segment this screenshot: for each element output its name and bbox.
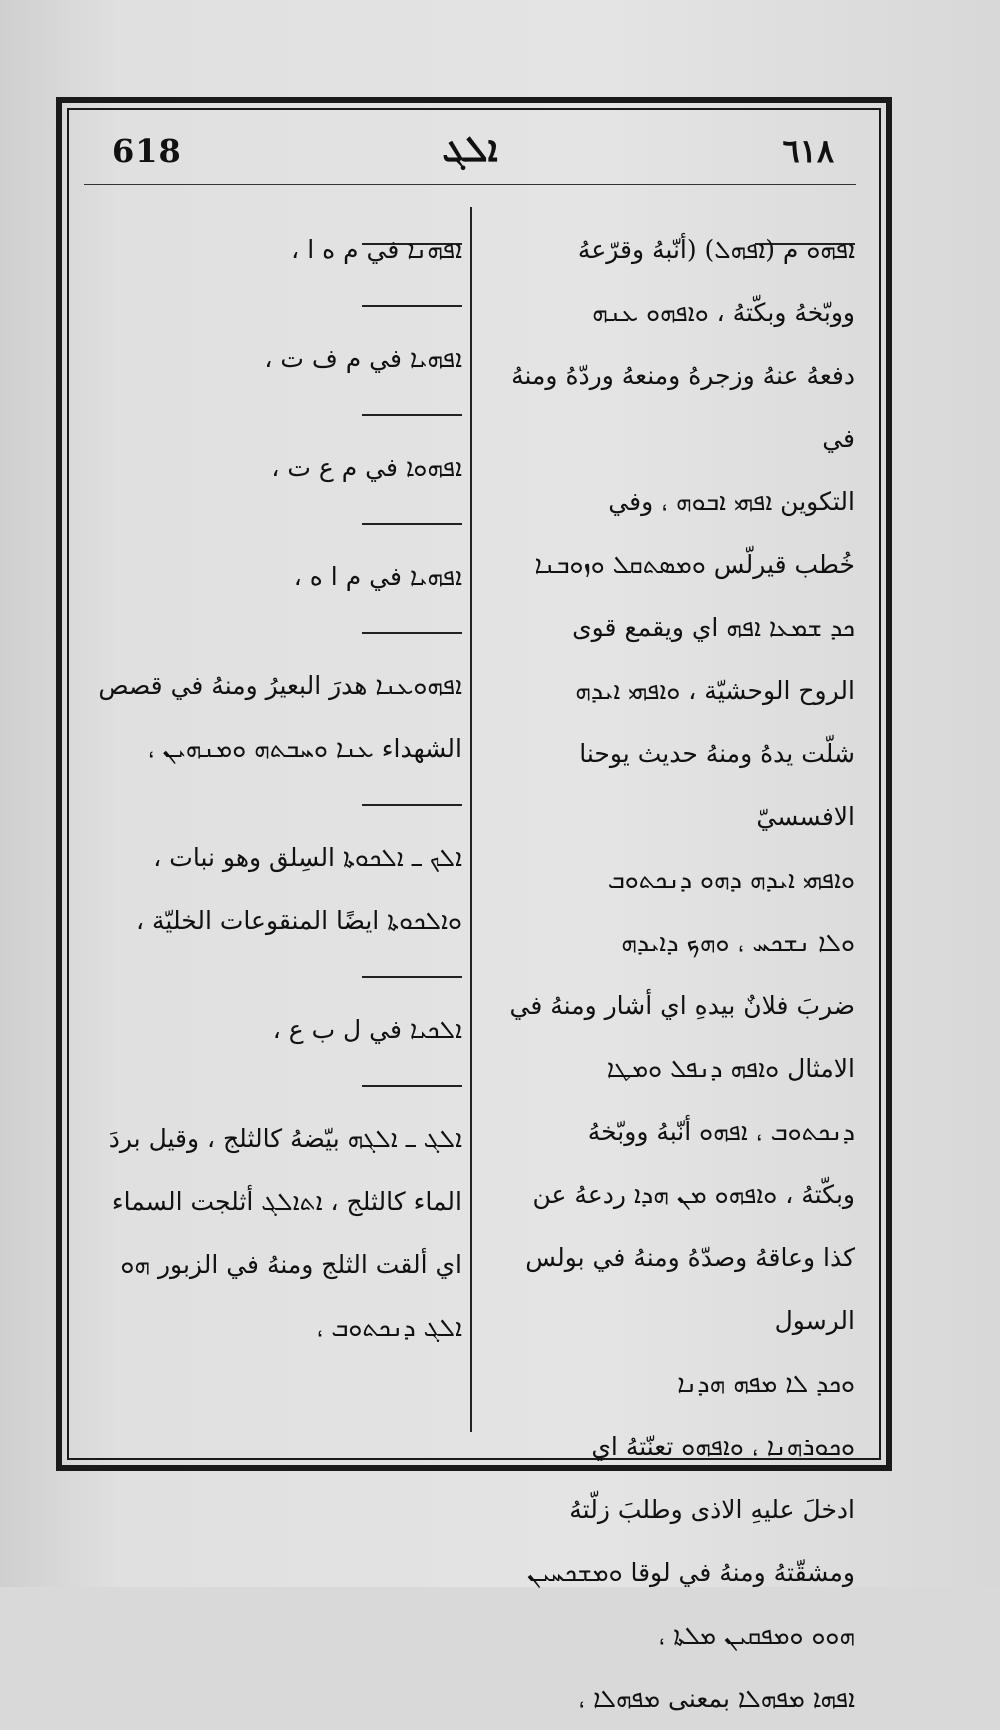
entry-separator	[80, 499, 462, 545]
entry-separator	[80, 1061, 462, 1107]
dictionary-entry: ܐܦܗܘܥܢܐ هدرَ البعيرُ ومنهُ في قصص الشهداء ܥܢܐ ܘܚܒܬܗ ܘܡܢܗܝܢ ،	[98, 671, 462, 763]
entry-separator	[80, 390, 462, 436]
text-line: ܘܟܕ ܠܐ ܡܦܗ ܗܕܢܐ	[677, 1369, 855, 1398]
text-line: خُطب قيرلّس ܘܡܣܬܩܠ ܘܙܘܒܢܐ	[534, 550, 855, 579]
text-line: الروح الوحشيّة ، ܘܐܦܗܝ ܐܝܕܗ	[575, 676, 855, 705]
dictionary-entry: ܐܦܗܝܐ في م ا ه ،	[293, 562, 462, 591]
dictionary-entry: ܐܠܓ ـ ܐܠܓܗ بيّضهُ كالثلج ، وقيل بردَ الماء كالثلج ، ܐܬܐܠܓ أثلجت السماء اي ألقت الثلج ومنهُ في الزبور ܗܘ ܐܠܓ ܕܢܟܬܘܒ ،	[108, 1124, 462, 1342]
text-line: ܗܘܘ ܘܡܦܩܝܢ ܡܠܬܐ ،	[658, 1621, 855, 1650]
text-line: ܘܟܘܪܗܢܐ ، ܘܐܦܗܘ تعنّتهُ اي	[591, 1432, 855, 1461]
text-line: ܘܠܐ ܢܫܟܚ ، ܘܗܟ ܕܐܝܕܗ	[621, 928, 855, 957]
page-number-arabic: ٦١٨	[782, 132, 834, 170]
entry-separator	[80, 210, 462, 218]
page-number-latin: 618	[112, 132, 182, 170]
dictionary-entry: ܐܦܗܘܐ في م ع ت ،	[271, 453, 462, 482]
entry-separator	[80, 952, 462, 998]
entry-separator	[80, 608, 462, 654]
text-line: دفعهُ عنهُ وزجرهُ ومنعهُ وردّهُ ومنهُ في	[511, 361, 855, 453]
text-line: ومشقّتهُ ومنهُ في لوقا ܘܡܫܟܚܝܢ	[527, 1558, 855, 1587]
entry-separator	[480, 210, 855, 218]
text-line: ܘܐܦܗܝ ܐܝܕܗ ܕܗܘ ܕܢܟܬܘܒ	[607, 865, 855, 894]
running-head: ܐܠܓ	[442, 128, 498, 170]
page-header	[84, 126, 856, 186]
text-line: ܟܕ ܫܡܥܐ ܐܦܗ اي ويقمع قوى	[572, 613, 855, 642]
dictionary-entry: ܐܠܟ ـ ܐܠܟܘܬܐ السِلق وهو نبات ، ܘܐܠܟܘܬܐ ايضًا المنقوعات الخليّة ،	[136, 843, 462, 935]
entry-separator	[80, 281, 462, 327]
text-line: وبكّتهُ ، ܘܐܦܗܘ ܡܢ ܗܕܐ ردعهُ عن	[532, 1180, 855, 1209]
dictionary-entry: ܐܦܗܝܐ في م ف ت ،	[264, 344, 462, 373]
text-line: كذا وعاقهُ وصدّهُ ومنهُ في بولس الرسول	[525, 1243, 855, 1335]
header-rule	[84, 184, 856, 185]
text-line: ܐܦܗܘ م (ܐܦܗܠ) (أنّبهُ وقرّعهُ	[577, 235, 855, 264]
text-line: ووبّخهُ وبكّتهُ ، ܘܐܦܗܘ ܥܢܗ	[592, 298, 855, 327]
column-divider	[470, 207, 472, 1432]
entry-separator	[80, 780, 462, 826]
text-line: شلّت يدهُ ومنهُ حديث يوحنا الافسسيّ	[579, 739, 855, 831]
text-line: ضربَ فلانٌ بيدهِ اي أشار ومنهُ في	[509, 991, 855, 1020]
dictionary-entry: ܐܠܟܝܐ في ل ب ع ،	[272, 1015, 462, 1044]
right-column	[480, 210, 855, 1730]
text-line: التكوين ܐܦܗܝ ܐܒܘܗ ، وفي	[608, 487, 855, 516]
text-line: ܕܢܟܬܘܒ ، ܐܦܗܘ أنّبهُ ووبّخهُ	[587, 1117, 855, 1146]
text-line: ܐܦܗܐ ܡܦܗܠܐ بمعنى ܡܦܗܠܐ ،	[578, 1684, 855, 1713]
text-line: الامثال ܘܐܦܗ ܕܢܦܠ ܘܡܛܐ	[606, 1054, 855, 1083]
left-column	[80, 210, 462, 1359]
text-line: ادخلَ عليهِ الاذى وطلبَ زلّتهُ	[569, 1495, 855, 1524]
dictionary-entry: ܐܦܗܢܐ في م ه ا ،	[291, 235, 462, 264]
